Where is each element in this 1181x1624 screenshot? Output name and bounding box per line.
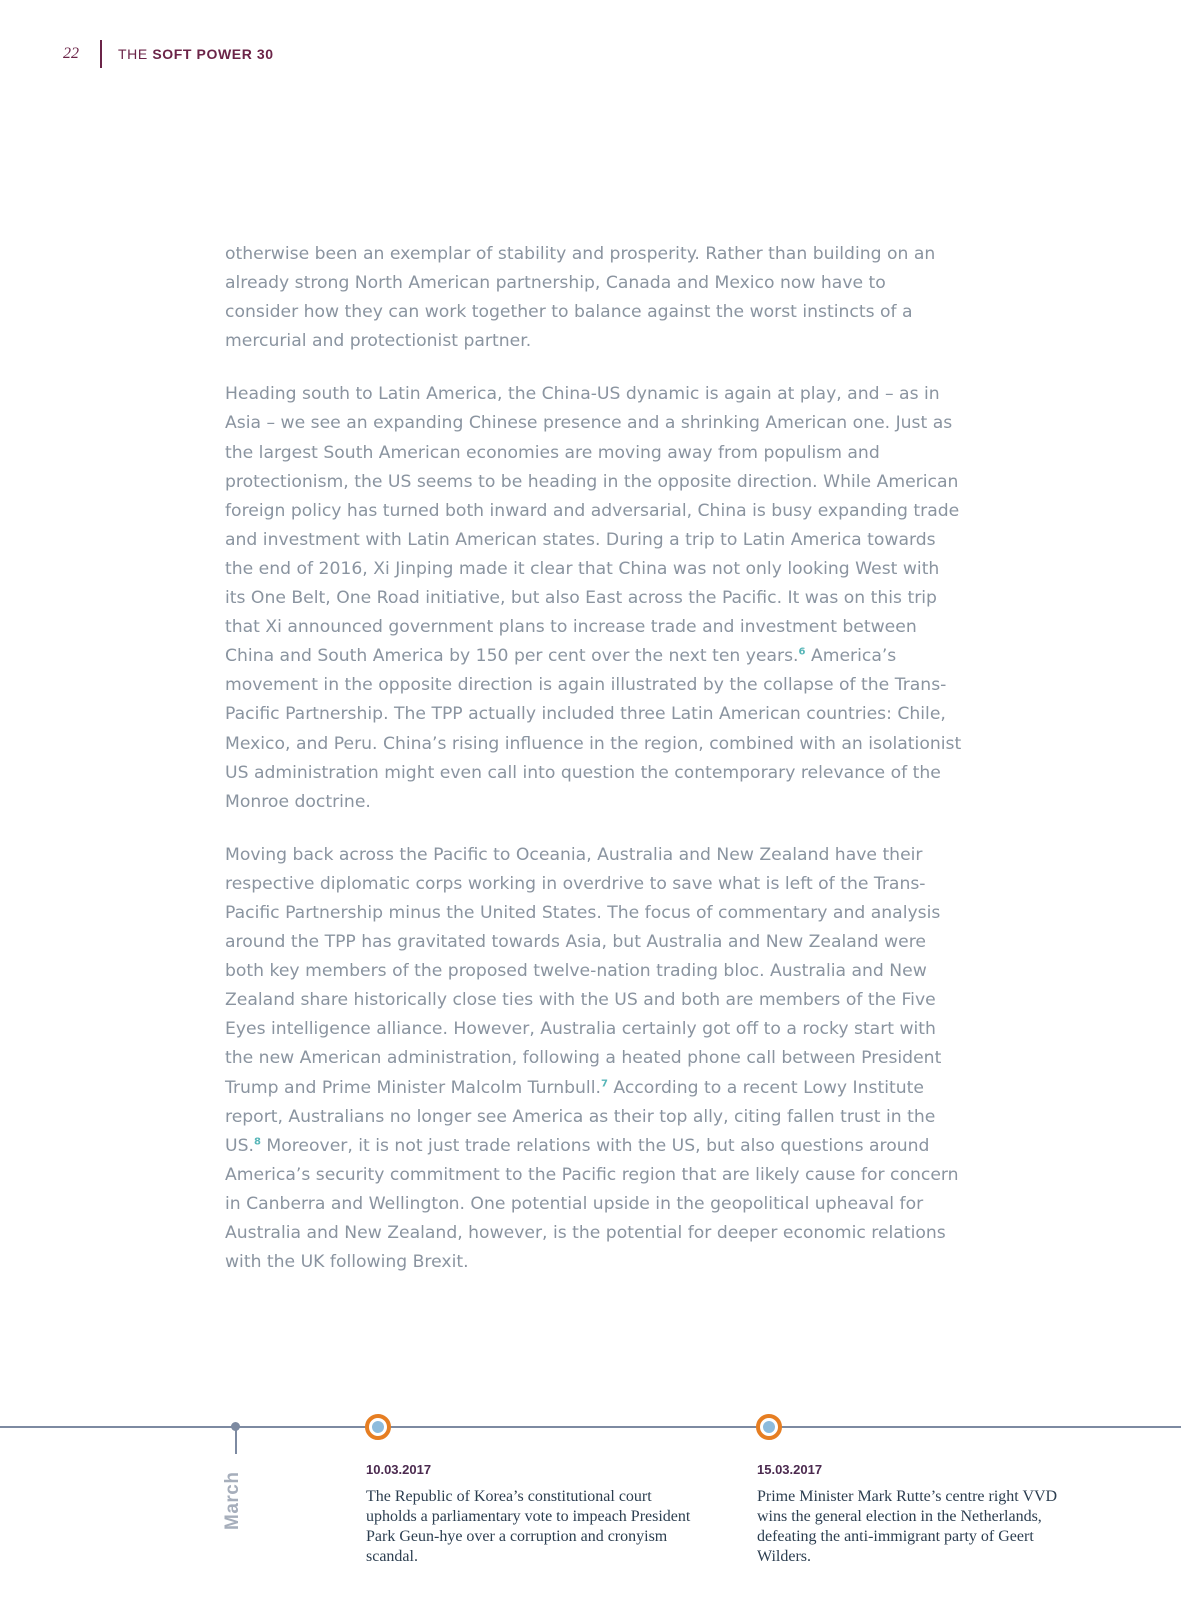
paragraph-2-part-b: America’s movement in the opposite direction is again illustrated by the collapse of the Trans-Pacific Partnership. The TPP actually included three Latin American countries: Chile, Mexico, and Peru. China’s rising influence in the region, combined with an isolationist US administration might even call into question the contemporary relevance of the Monroe doctrine. [225, 646, 962, 812]
paragraph-3-part-a: Moving back across the Pacific to Oceania, Australia and New Zealand have their respective diplomatic corps working in overdrive to save what is left of the Trans-Pacific Partnership minus the United States. The focus of commentary and analysis around the TPP has gravitated towards Asia, but Australia and New Zealand were both key members of the proposed twelve-nation trading bloc. Australia and New Zealand share historically close ties with the US and both are members of the Five Eyes intelligence alliance. However, Australia certainly got off to a rocky start with the new American administration, following a heated phone call between President Trump and Prime Minister Malcolm Turnbull. [225, 844, 942, 1098]
publication-title-bold: SOFT POWER 30 [152, 46, 274, 62]
publication-title-prefix: THE [118, 46, 148, 62]
paragraph-2-part-a: Heading south to Latin America, the China-US dynamic is again at play, and – as in Asia – we see an expanding Chinese presence and a shrinking American one. Just as the largest South American economies are moving away from populism and protectionism, the US seems to be heading in the opposite direction. While American foreign policy has turned both inward and adversarial, China is busy expanding trade and investment with Latin American states. During a trip to Latin America towards the end of 2016, Xi Jinping made it clear that China was not only looking West with its One Belt, One Road initiative, but also East across the Pacific. It was on this trip that Xi announced government plans to increase trade and investment between China and South America by 150 per cent over the next ten years. [225, 384, 960, 667]
header-divider [100, 40, 102, 68]
paragraph-3 [225, 841, 963, 1277]
timeline-event-marker-dot [763, 1421, 775, 1433]
paragraph-2 [225, 380, 963, 816]
paragraph-1: otherwise been an exemplar of stability and prosperity. Rather than building on an already strong North American partnership, Canada and Mexico now have to consider how they can work together to balance against the worst instincts of a mercurial and protectionist partner. [225, 244, 936, 352]
timeline-event-date: 10.03.2017 [366, 1462, 432, 1477]
page-header [0, 0, 1181, 100]
timeline-event-text: The Republic of Korea’s constitutional court upholds a parliamentary vote to impeach President Park Geun-hye over a corruption and cronyism scandal. [366, 1488, 691, 1565]
paragraph-3-part-b: According to a recent Lowy Institute report, Australians no longer see America as their top ally, citing fallen trust in the US. [225, 1077, 936, 1156]
timeline-event-marker-dot [372, 1421, 384, 1433]
publication-title [118, 46, 274, 62]
timeline-month-label: March [222, 1471, 243, 1530]
timeline-event-marker-icon [756, 1414, 782, 1440]
timeline-month-dot [231, 1422, 240, 1431]
footnote-ref-8[interactable]: 8 [253, 1135, 261, 1147]
timeline-event-text: Prime Minister Mark Rutte’s centre right VVD wins the general election in the Netherlands, defeating the anti-immigrant party of Geert Wilders. [757, 1488, 1058, 1565]
timeline-event-date: 15.03.2017 [757, 1462, 823, 1477]
timeline-event-marker-icon [365, 1414, 391, 1440]
footnote-ref-6[interactable]: 6 [798, 646, 806, 658]
article-body [225, 240, 963, 1301]
page-number: 22 [63, 45, 79, 62]
paragraph-3-part-c: Moreover, it is not just trade relations with the US, but also questions around America’s security commitment to the Pacific region that are likely cause for concern in Canberra and Wellington. One potential upside in the geopolitical upheaval for Australia and New Zealand, however, is the potential for deeper economic relations with the UK following Brexit. [225, 1135, 959, 1273]
footnote-ref-7[interactable]: 7 [600, 1077, 608, 1089]
timeline-line [0, 1426, 1181, 1428]
